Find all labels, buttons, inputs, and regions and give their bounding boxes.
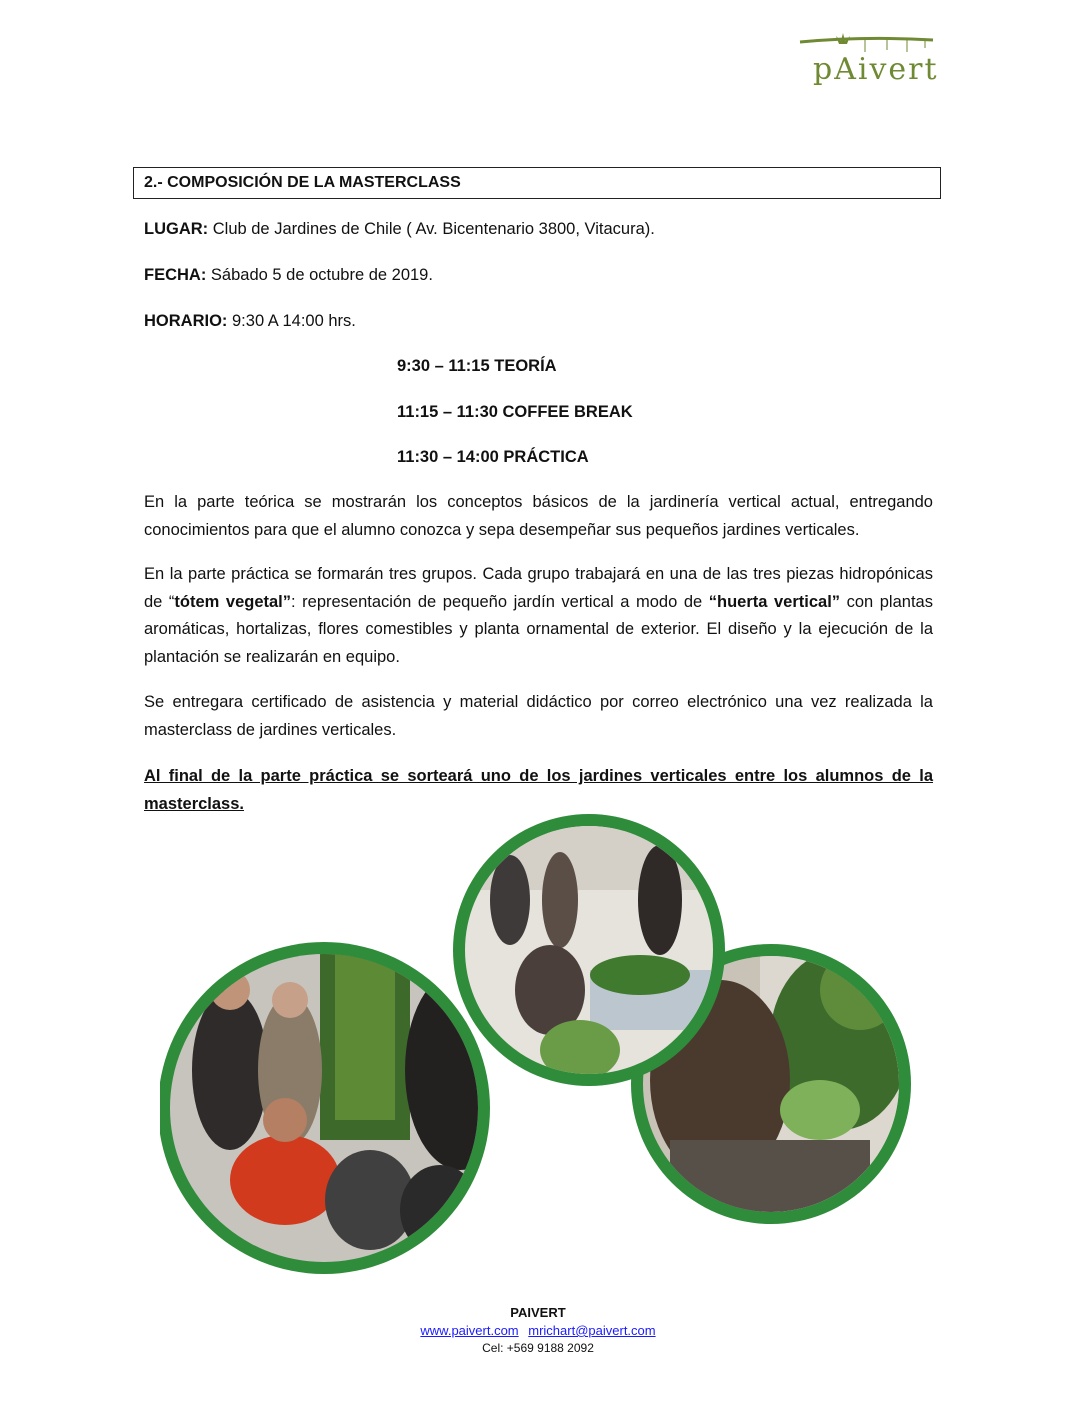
- paragraph-practice-text-c: : representación de pequeño jardín vertical a modo de: [291, 592, 709, 611]
- lugar-line: [144, 220, 655, 239]
- schedule-item-practice: 11:30 – 14:00 PRÁCTICA: [397, 448, 589, 466]
- schedule-item-coffee-break: 11:15 – 11:30 COFFEE BREAK: [397, 403, 633, 421]
- paragraph-theory: En la parte teórica se mostrarán los conceptos básicos de la jardinería vertical actual, entregando conocimientos para que el alumno conozca y sepa desempeñar sus pequeños jardines verticales.: [144, 493, 933, 539]
- paragraph-certificate: Se entregara certificado de asistencia y material didáctico por correo electrónico una vez realizada la masterclass de jardines verticales.: [144, 693, 933, 739]
- fecha-line: [144, 266, 433, 285]
- paragraph-practice-text-a: En la parte práctica se formarán tres grupos. Cada grupo trabajará en una de las tres piezas hidropónicas de “: [144, 565, 933, 611]
- section-heading-box: [133, 167, 941, 199]
- logo-wordmark: pAivert: [813, 52, 939, 87]
- footer-email-link[interactable]: mrichart@paivert.com: [528, 1323, 656, 1338]
- lugar-label: LUGAR:: [144, 220, 209, 238]
- horario-label: HORARIO:: [144, 312, 228, 330]
- paragraph-raffle: Al final de la parte práctica se sorteará uno de los jardines verticales entre los alumnos de la masterclass.: [144, 767, 933, 813]
- footer-company: PAIVERT: [510, 1305, 566, 1320]
- workshop-photo-center: [453, 814, 725, 1086]
- paragraph-practice-huerta: “huerta vertical”: [708, 592, 841, 611]
- horario-value: 9:30 A 14:00 hrs.: [227, 312, 356, 330]
- footer-phone: Cel: +569 9188 2092: [482, 1341, 594, 1355]
- paragraph-practice-totem: tótem vegetal”: [174, 592, 292, 611]
- fecha-value: Sábado 5 de octubre de 2019.: [206, 266, 433, 284]
- schedule-item-theory: 9:30 – 11:15 TEORÍA: [397, 357, 557, 375]
- paragraph-practice-text-e: con plantas aromáticas, hortalizas, flores comestibles y planta ornamental de exterior. El diseño y la ejecución de la plantación se realizarán en equipo.: [144, 592, 933, 666]
- fecha-label: FECHA:: [144, 266, 207, 284]
- section-title: 2.- COMPOSICIÓN DE LA MASTERCLASS: [144, 174, 461, 191]
- lugar-value: Club de Jardines de Chile ( Av. Bicentenario 3800, Vitacura).: [208, 220, 655, 238]
- horario-line: [144, 312, 356, 331]
- photo-collage: [160, 810, 920, 1280]
- paragraph-practice: [144, 561, 933, 671]
- footer-links: [0, 1323, 1076, 1338]
- footer-website-link[interactable]: www.paivert.com: [420, 1323, 519, 1338]
